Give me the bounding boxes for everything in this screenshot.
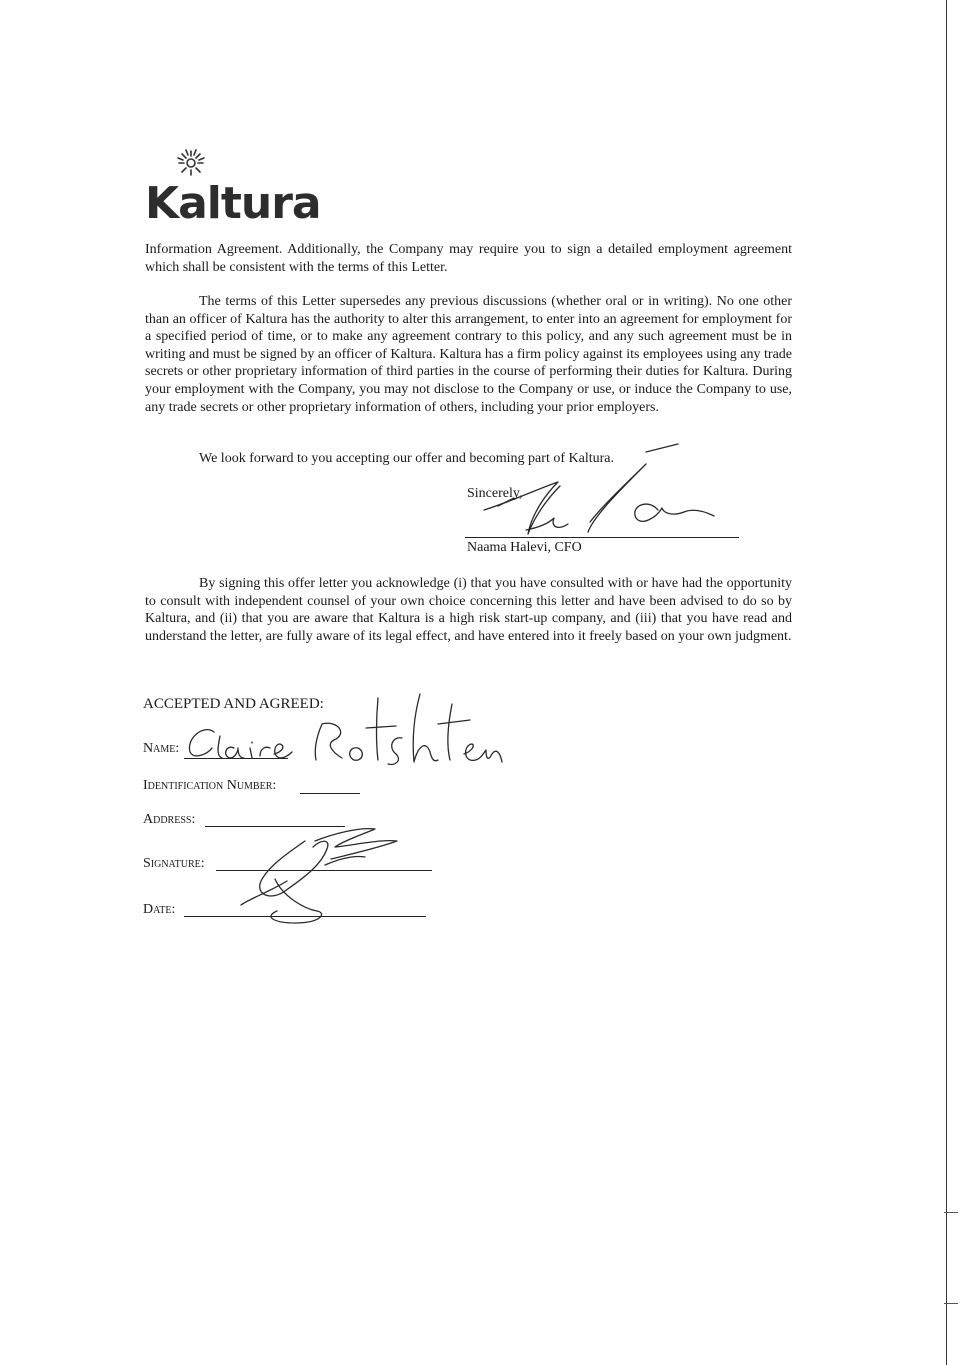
date-label: Date: bbox=[143, 902, 176, 917]
signer-name: Naama Halevi, CFO bbox=[467, 540, 582, 555]
id-number-line[interactable] bbox=[300, 793, 360, 794]
address-label: Address: bbox=[143, 812, 196, 827]
name-label: Name: bbox=[143, 741, 180, 756]
page-edge-tick bbox=[944, 1212, 958, 1213]
salutation: Sincerely, bbox=[467, 486, 523, 501]
paragraph-intro: Information Agreement. Additionally, the Company may require you to sign a detailed employment agreement which shall be consistent with the terms of this Letter. bbox=[145, 242, 792, 275]
paragraph-acknowledgment: By signing this offer letter you acknowledge (i) that you have consulted with or have had the opportunity to consult with independent counsel of your own choice concerning this letter and have been advised to do so by Kaltura, and (ii) that you are aware that Kaltura is a high risk start-up company, and (iii) that you have read and understand the letter, are fully aware of its legal effect, and have entered into it freely based on your own judgment. bbox=[145, 576, 792, 644]
id-number-label: Identification Number: bbox=[143, 778, 277, 793]
signature-label: Signature: bbox=[143, 856, 205, 871]
page-edge-tick bbox=[944, 1303, 958, 1304]
paragraph-closing: We look forward to you accepting our offer and becoming part of Kaltura. bbox=[199, 451, 614, 466]
claimant-name-signature bbox=[182, 690, 517, 770]
page-edge bbox=[946, 0, 947, 1365]
paragraph-terms: The terms of this Letter supersedes any previous discussions (whether oral or in writing). No one other than an officer of Kaltura has the authority to alter this arrangement, to enter into an agreement for employment for a specified period of time, or to make any agreement contrary to this policy, and any such agreement must be in writing and must be signed by an officer of Kaltura. Kaltura has a firm policy against its employees using any trade secrets or other proprietary information of third parties in the course of performing their duties for Kaltura. During your employment with the Company, you may not disclose to the Company or use, or induce the Company to use, any trade secrets or other proprietary information of others, including your prior employers. bbox=[145, 294, 792, 415]
cfo-signature bbox=[470, 452, 720, 547]
company-logo: Kaltura bbox=[145, 178, 321, 229]
claimant-signature bbox=[235, 825, 405, 930]
accepted-heading: ACCEPTED AND AGREED: bbox=[143, 696, 324, 712]
